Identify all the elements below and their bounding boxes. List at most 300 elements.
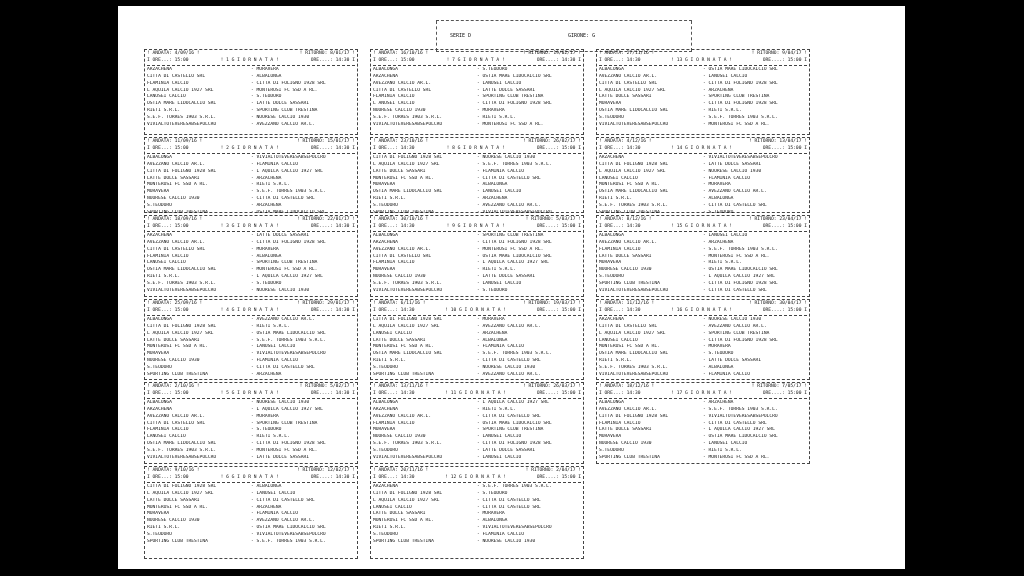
- giornata-label: ! 4 G I O R N A T A !: [220, 307, 279, 313]
- away-team: - FLAMINIA CALCIO: [703, 175, 751, 181]
- andata-date: ! ANDATA: 11/09/16 !: [147, 139, 203, 144]
- match-row: [599, 101, 807, 108]
- match-row: [599, 88, 807, 95]
- home-team: LANUSEI CALCIO: [373, 504, 412, 510]
- serie-label: SERIE D: [450, 33, 472, 39]
- match-row: [373, 169, 581, 176]
- away-team: - NUORESE CALCIO 1930: [703, 316, 762, 322]
- home-team: MONTEROSI FC SSD A RL.: [599, 344, 660, 350]
- match-row: [599, 67, 807, 74]
- away-team: - ALBALONGA: [477, 337, 508, 343]
- home-team: S.TEODORO: [373, 448, 398, 454]
- giornata-label: ! 8 G I O R N A T A !: [446, 145, 505, 151]
- match-row: [373, 176, 581, 183]
- away-team: - RIETI S.R.L.: [703, 108, 742, 114]
- away-team: - LANUSEI CALCIO: [477, 189, 522, 195]
- home-team: L AQUILA CALCIO 1927 SRL: [147, 87, 214, 93]
- match-row: [147, 331, 355, 338]
- home-team: MONTEROSI FC SSD A RL.: [147, 182, 208, 188]
- away-team: - OSTIA MARE LIDOCALCIO SRL: [477, 420, 552, 426]
- ritorno-date: ! RITORNO: 5/03/17 !: [525, 217, 581, 222]
- fixture-block: [370, 49, 584, 135]
- away-team: - ARZACHENA: [703, 87, 734, 93]
- match-row: [147, 274, 355, 281]
- home-team: VIVIALTOTEVERESABSEPOLCRO: [599, 122, 669, 128]
- away-team: - VIVIALTOTEVERESABSEPOLCRO: [251, 154, 326, 160]
- home-team: CITTA DI FOLIGNO 1928 SRL: [147, 483, 217, 489]
- away-team: - ALBALONGA: [703, 365, 734, 371]
- match-row: [147, 498, 355, 505]
- away-team: - MURAVERA: [703, 182, 731, 188]
- home-team: VIVIALTOTEVERESABSEPOLCRO: [147, 455, 217, 461]
- andata-date: ! ANDATA: 18/12/16 !: [599, 384, 655, 389]
- fixture-block: [144, 299, 358, 380]
- ritorno-date: ! RITORNO: 23/04/17 !: [748, 217, 807, 222]
- ritorno-time: ORE....: 14:30 I: [310, 145, 355, 151]
- away-team: - AVEZZANO CALCIO AR.L.: [251, 518, 315, 524]
- match-row: [599, 189, 807, 196]
- home-team: FLAMINIA CALCIO: [599, 420, 641, 426]
- match-row: [599, 155, 807, 162]
- home-team: L AQUILA CALCIO 1927 SRL: [599, 87, 666, 93]
- ritorno-time: ORE....: 15:00 I: [762, 145, 807, 151]
- home-team: MONTEROSI FC SSD A RL.: [373, 518, 434, 524]
- match-row: [373, 74, 581, 81]
- ritorno-date: ! RITORNO: 8/01/17 !: [299, 51, 355, 56]
- home-team: LANUSEI CALCIO: [599, 175, 638, 181]
- away-team: - CITTA DI CASTELLO SRL: [251, 365, 315, 371]
- fixture-block: [370, 466, 584, 559]
- match-row: [147, 101, 355, 108]
- away-team: - OSTIA MARE LIDOCALCIO SRL: [703, 267, 778, 273]
- away-team: - S.TEODORO: [703, 351, 734, 357]
- away-team: - S.E.F. TORRES 1903 S.R.L.: [251, 189, 326, 195]
- giornata-label: ! 16 G I O R N A T A !: [671, 307, 733, 313]
- match-row: [373, 240, 581, 247]
- away-team: - SPORTING CLUB TRESTINA: [703, 330, 770, 336]
- match-row: [599, 281, 807, 288]
- match-row: [599, 81, 807, 88]
- away-team: - SPORTING CLUB TRESTINA: [477, 232, 544, 238]
- away-team: - MONTEROSI FC SSD A RL.: [251, 448, 318, 454]
- match-row: [373, 115, 581, 122]
- away-team: - L AQUILA CALCIO 1927 SRL: [251, 168, 323, 174]
- ritorno-time: ORE....: 14:30 I: [310, 223, 355, 229]
- away-team: - MURAVERA: [251, 413, 279, 419]
- giornata-label: ! 6 G I O R N A T A !: [220, 474, 279, 480]
- home-team: RIETI S.R.L.: [373, 525, 407, 531]
- match-row: [147, 122, 355, 129]
- home-team: L AQUILA CALCIO 1927 SRL: [599, 330, 666, 336]
- home-team: AVEZZANO CALCIO AR.L.: [147, 239, 206, 245]
- match-row: [599, 162, 807, 169]
- giornata-label: ! 14 G I O R N A T A !: [671, 145, 733, 151]
- ritorno-date: ! RITORNO: 19/02/17 !: [522, 51, 581, 56]
- away-team: - LATTE DOLCE SASSARI: [477, 274, 536, 280]
- giornata-label: ! 15 G I O R N A T A !: [671, 223, 733, 229]
- away-team: - FLAMINIA CALCIO: [251, 511, 299, 517]
- match-row: [147, 162, 355, 169]
- home-team: SPORTING CLUB TRESTINA: [373, 539, 434, 545]
- away-team: - S.TEODORO: [251, 281, 282, 287]
- home-team: FLAMINIA CALCIO: [373, 94, 415, 100]
- andata-time: I ORE...: 14:30: [599, 390, 641, 396]
- home-team: NUORESE CALCIO 1930: [147, 518, 200, 524]
- fixture-block: [596, 299, 810, 380]
- match-row: [147, 421, 355, 428]
- schedule-header: [436, 20, 692, 52]
- home-team: RIETI S.R.L.: [147, 274, 181, 280]
- andata-time: I ORE...: 14:30: [599, 57, 641, 63]
- match-row: [373, 518, 581, 525]
- home-team: AVEZZANO CALCIO AR.L.: [373, 246, 432, 252]
- home-team: SPORTING CLUB TRESTINA: [373, 372, 434, 378]
- fixture-block-header: [599, 383, 807, 399]
- home-team: MONTEROSI FC SSD A RL.: [373, 344, 434, 350]
- home-team: AVEZZANO CALCIO AR.L.: [599, 73, 658, 79]
- fixture-block: [144, 49, 358, 135]
- away-team: - LANUSEI CALCIO: [703, 73, 748, 79]
- ritorno-time: ORE....: 15:00 I: [762, 307, 807, 313]
- andata-time: I ORE...: 15:00: [373, 57, 415, 63]
- match-row: [373, 254, 581, 261]
- match-row: [599, 74, 807, 81]
- ritorno-date: ! RITORNO: 5/02/17 !: [299, 384, 355, 389]
- away-team: - ALBALONGA: [477, 182, 508, 188]
- match-row: [599, 448, 807, 455]
- match-row: [147, 74, 355, 81]
- away-team: - LANUSEI CALCIO: [477, 434, 522, 440]
- home-team: SPORTING CLUB TRESTINA: [599, 281, 660, 287]
- match-row: [599, 108, 807, 115]
- match-row: [373, 484, 581, 491]
- match-list: [373, 483, 581, 547]
- ritorno-date: ! RITORNO: 2/04/17 !: [525, 468, 581, 473]
- home-team: LATTE DOLCE SASSARI: [599, 94, 652, 100]
- andata-time: I ORE...: 14:30: [373, 223, 415, 229]
- away-team: - NUORESE CALCIO 1930: [251, 115, 310, 121]
- home-team: L AQUILA CALCIO 1927 SRL: [599, 168, 666, 174]
- home-team: S.TEODORO: [373, 365, 398, 371]
- andata-date: ! ANDATA: 11/12/16 !: [599, 301, 655, 306]
- home-team: SPORTING CLUB TRESTINA: [599, 210, 660, 216]
- fixture-block: [370, 299, 584, 380]
- away-team: - CITTA DI CASTELLO SRL: [477, 504, 541, 510]
- home-team: FLAMINIA CALCIO: [147, 427, 189, 433]
- away-team: - MONTEROSI FC SSD A RL.: [477, 246, 544, 252]
- home-team: MURAVERA: [147, 511, 170, 517]
- match-row: [147, 372, 355, 379]
- home-team: LANUSEI CALCIO: [599, 337, 638, 343]
- home-team: ARZACHENA: [147, 406, 172, 412]
- home-team: AVEZZANO CALCIO AR.L.: [599, 239, 658, 245]
- away-team: - S.E.F. TORRES 1903 S.R.L.: [477, 161, 552, 167]
- fixture-block: [144, 215, 358, 297]
- away-team: - MURAVERA: [477, 108, 505, 114]
- away-team: - ALBALONGA: [703, 196, 734, 202]
- fixture-block-header: [147, 50, 355, 66]
- home-team: ARZACHENA: [373, 406, 398, 412]
- home-team: MURAVERA: [373, 267, 396, 273]
- match-row: [373, 351, 581, 358]
- away-team: - L AQUILA CALCIO 1927 SRL: [477, 399, 549, 405]
- away-team: - S.E.F. TORRES 1903 S.R.L.: [251, 539, 326, 545]
- away-team: - LATTE DOLCE SASSARI: [251, 455, 310, 461]
- match-row: [373, 358, 581, 365]
- fixture-block-header: [147, 138, 355, 154]
- fixture-block-header: [599, 216, 807, 232]
- home-team: CITTA DI CASTELLO SRL: [147, 73, 206, 79]
- away-team: - MURAVERA: [251, 246, 279, 252]
- home-team: SPORTING CLUB TRESTINA: [373, 210, 434, 216]
- ritorno-time: ORE....: 15:00 I: [536, 474, 581, 480]
- away-team: - SPORTING CLUB TRESTINA: [477, 427, 544, 433]
- match-row: [147, 338, 355, 345]
- home-team: S.TEODORO: [147, 532, 172, 538]
- match-row: [599, 407, 807, 414]
- home-team: FLAMINIA CALCIO: [147, 253, 189, 259]
- giornata-label: ! 2 G I O R N A T A !: [220, 145, 279, 151]
- away-team: - ALBALONGA: [251, 483, 282, 489]
- fixture-block-header: [373, 300, 581, 316]
- match-row: [147, 240, 355, 247]
- home-team: S.TEODORO: [373, 532, 398, 538]
- home-team: ALBALONGA: [373, 232, 398, 238]
- home-team: S.E.F. TORRES 1903 S.R.L.: [599, 365, 669, 371]
- away-team: - CITTA DI FOLIGNO 1928 SRL: [477, 101, 552, 107]
- away-team: - ARZACHENA: [703, 399, 734, 405]
- match-row: [147, 351, 355, 358]
- match-row: [599, 372, 807, 379]
- away-team: - CITTA DI CASTELLO SRL: [477, 358, 541, 364]
- match-row: [147, 196, 355, 203]
- match-row: [599, 267, 807, 274]
- match-row: [599, 260, 807, 267]
- home-team: L AQUILA CALCIO 1927 SRL: [373, 497, 440, 503]
- match-row: [147, 518, 355, 525]
- match-row: [373, 94, 581, 101]
- home-team: FLAMINIA CALCIO: [373, 420, 415, 426]
- ritorno-time: ORE....: 15:00 I: [536, 390, 581, 396]
- home-team: CITTA DI FOLIGNO 1928 SRL: [373, 490, 443, 496]
- home-team: S.TEODORO: [599, 274, 624, 280]
- away-team: - ALBALONGA: [477, 518, 508, 524]
- away-team: - ARZACHENA: [251, 203, 282, 209]
- giornata-label: ! 1 G I O R N A T A !: [220, 57, 279, 63]
- match-list: [147, 232, 355, 296]
- away-team: - VIVIALTOTEVERESABSEPOLCRO: [703, 413, 778, 419]
- match-row: [147, 365, 355, 372]
- fixture-block-header: [147, 383, 355, 399]
- home-team: S.TEODORO: [373, 203, 398, 209]
- away-team: - LATTE DOLCE SASSARI: [251, 101, 310, 107]
- giornata-label: ! 13 G I O R N A T A !: [671, 57, 733, 63]
- match-row: [147, 400, 355, 407]
- away-team: - LANUSEI CALCIO: [477, 455, 522, 461]
- away-team: - ALBALONGA: [251, 73, 282, 79]
- home-team: LATTE DOLCE SASSARI: [373, 511, 426, 517]
- match-row: [147, 267, 355, 274]
- home-team: VIVIALTOTEVERESABSEPOLCRO: [373, 288, 443, 294]
- home-team: S.TEODORO: [147, 365, 172, 371]
- home-team: NUORESE CALCIO 1930: [373, 434, 426, 440]
- home-team: AVEZZANO CALCIO AR.L.: [147, 161, 206, 167]
- andata-time: I ORE...: 15:00: [147, 474, 189, 480]
- ritorno-time: ORE....: 15:00 I: [536, 145, 581, 151]
- match-row: [373, 539, 581, 546]
- andata-date: ! ANDATA: 30/10/16 !: [373, 217, 429, 222]
- away-team: - OSTIA MARE LIDOCALCIO SRL: [251, 525, 326, 531]
- away-team: - S.E.F. TORRES 1903 S.R.L.: [477, 351, 552, 357]
- home-team: MONTEROSI FC SSD A RL.: [147, 504, 208, 510]
- match-row: [147, 94, 355, 101]
- fixture-block-header: [373, 216, 581, 232]
- away-team: - S.TEODORO: [477, 288, 508, 294]
- away-team: - MURAVERA: [477, 316, 505, 322]
- andata-time: I ORE...: 14:30: [373, 307, 415, 313]
- home-team: MONTEROSI FC SSD A RL.: [147, 344, 208, 350]
- away-team: - ALBALONGA: [251, 253, 282, 259]
- match-list: [373, 316, 581, 380]
- match-row: [147, 81, 355, 88]
- ritorno-date: ! RITORNO: 7/05/17 !: [751, 384, 807, 389]
- away-team: - ARZACHENA: [251, 175, 282, 181]
- match-row: [373, 400, 581, 407]
- away-team: - S.TEODORO: [703, 210, 734, 216]
- away-team: - CITTA DI FOLIGNO 1928 SRL: [251, 239, 326, 245]
- away-team: - NUORESE CALCIO 1930: [477, 539, 536, 545]
- match-row: [599, 455, 807, 462]
- match-row: [373, 281, 581, 288]
- away-team: - S.E.F. TORRES 1903 S.R.L.: [703, 406, 778, 412]
- away-team: - AVEZZANO CALCIO AR.L.: [251, 316, 315, 322]
- away-team: - OSTIA MARE LIDOCALCIO SRL: [703, 66, 778, 72]
- home-team: RIETI S.R.L.: [373, 358, 407, 364]
- match-row: [599, 338, 807, 345]
- away-team: - CITTA DI FOLIGNO 1928 SRL: [251, 441, 326, 447]
- home-team: RIETI S.R.L.: [599, 196, 633, 202]
- home-team: CITTA DI CASTELLO SRL: [373, 87, 432, 93]
- andata-time: I ORE...: 15:00: [147, 390, 189, 396]
- match-row: [147, 88, 355, 95]
- match-row: [147, 108, 355, 115]
- match-row: [599, 115, 807, 122]
- away-team: - LATTE DOLCE SASSARI: [251, 232, 310, 238]
- home-team: S.TEODORO: [599, 448, 624, 454]
- match-row: [373, 434, 581, 441]
- ritorno-date: ! RITORNO: 22/01/17 !: [296, 217, 355, 222]
- home-team: ARZACHENA: [599, 154, 624, 160]
- fixture-block-header: [147, 300, 355, 316]
- match-row: [147, 484, 355, 491]
- home-team: RIETI S.R.L.: [373, 196, 407, 202]
- match-row: [147, 455, 355, 462]
- giornata-label: ! 17 G I O R N A T A !: [671, 390, 733, 396]
- away-team: - CITTA DI CASTELLO SRL: [703, 420, 767, 426]
- away-team: - FLAMINIA CALCIO: [251, 358, 299, 364]
- away-team: - MURAVERA: [703, 344, 731, 350]
- match-row: [373, 455, 581, 462]
- match-list: [147, 483, 355, 547]
- ritorno-time: ORE....: 14:30 I: [536, 57, 581, 63]
- home-team: ALBALONGA: [147, 316, 172, 322]
- home-team: S.E.F. TORRES 1903 S.R.L.: [373, 281, 443, 287]
- away-team: - LATTE DOLCE SASSARI: [477, 448, 536, 454]
- away-team: - LATTE DOLCE SASSARI: [703, 161, 762, 167]
- away-team: - ARZACHENA: [251, 372, 282, 378]
- away-team: - MONTEROSI FC SSD A RL.: [703, 253, 770, 259]
- ritorno-date: ! RITORNO: 19/03/17 !: [522, 301, 581, 306]
- home-team: CITTA DI CASTELLO SRL: [373, 253, 432, 259]
- away-team: - LATTE DOLCE SASSARI: [477, 87, 536, 93]
- away-team: - FLAMINIA CALCIO: [251, 161, 299, 167]
- away-team: - S.E.F. TORRES 1903 S.R.L.: [703, 115, 778, 121]
- match-list: [147, 316, 355, 380]
- home-team: VIVIALTOTEVERESABSEPOLCRO: [147, 288, 217, 294]
- home-team: LATTE DOLCE SASSARI: [147, 337, 200, 343]
- home-team: OSTIA MARE LIDOCALCIO SRL: [599, 351, 669, 357]
- andata-date: ! ANDATA: 9/10/16 !: [147, 468, 200, 473]
- match-list: [599, 316, 807, 380]
- home-team: ARZACHENA: [373, 239, 398, 245]
- match-list: [599, 232, 807, 296]
- match-list: [147, 399, 355, 463]
- away-team: - S.TEODORO: [477, 490, 508, 496]
- away-team: - SPORTING CLUB TRESTINA: [703, 94, 770, 100]
- match-row: [599, 331, 807, 338]
- away-team: - LANUSEI CALCIO: [703, 232, 748, 238]
- andata-time: I ORE...: 15:00: [147, 223, 189, 229]
- away-team: - OSTIA MARE LIDOCALCIO SRL: [703, 434, 778, 440]
- home-team: L AQUILA CALCIO 1927 SRL: [147, 490, 214, 496]
- away-team: - NUORESE CALCIO 1930: [251, 288, 310, 294]
- home-team: S.E.F. TORRES 1903 S.R.L.: [147, 115, 217, 121]
- home-team: AVEZZANO CALCIO AR.L.: [373, 413, 432, 419]
- away-team: - CITTA DI FOLIGNO 1928 SRL: [251, 80, 326, 86]
- home-team: MONTEROSI FC SSD A RL.: [599, 182, 660, 188]
- home-team: S.TEODORO: [147, 203, 172, 209]
- home-team: LATTE DOLCE SASSARI: [599, 253, 652, 259]
- giornata-label: ! 11 G I O R N A T A !: [445, 390, 507, 396]
- match-list: [599, 399, 807, 463]
- match-row: [373, 122, 581, 129]
- match-row: [147, 434, 355, 441]
- away-team: - LANUSEI CALCIO: [477, 80, 522, 86]
- fixture-block: [370, 137, 584, 216]
- away-team: - L AQUILA CALCIO 1927 SRL: [251, 406, 323, 412]
- away-team: - MONTEROSI FC SSD A RL.: [251, 87, 318, 93]
- match-row: [147, 532, 355, 539]
- away-team: - RIETI S.R.L.: [703, 260, 742, 266]
- match-row: [599, 414, 807, 421]
- away-team: - MONTEROSI FC SSD A RL.: [703, 122, 770, 128]
- home-team: OSTIA MARE LIDOCALCIO SRL: [599, 189, 669, 195]
- home-team: ALBALONGA: [147, 154, 172, 160]
- match-list: [599, 154, 807, 218]
- match-row: [373, 162, 581, 169]
- away-team: - LANUSEI CALCIO: [251, 490, 296, 496]
- home-team: CITTA DI FOLIGNO 1928 SRL: [599, 161, 669, 167]
- giornata-label: ! 9 G I O R N A T A !: [446, 223, 505, 229]
- home-team: MURAVERA: [147, 351, 170, 357]
- home-team: VIVIALTOTEVERESABSEPOLCRO: [599, 372, 669, 378]
- away-team: - L AQUILA CALCIO 1927 SRL: [251, 274, 323, 280]
- match-row: [599, 233, 807, 240]
- home-team: SPORTING CLUB TRESTINA: [599, 455, 660, 461]
- fixture-block-header: [373, 467, 581, 483]
- home-team: CITTA DI CASTELLO SRL: [147, 420, 206, 426]
- away-team: - NUORESE CALCIO 1930: [477, 154, 536, 160]
